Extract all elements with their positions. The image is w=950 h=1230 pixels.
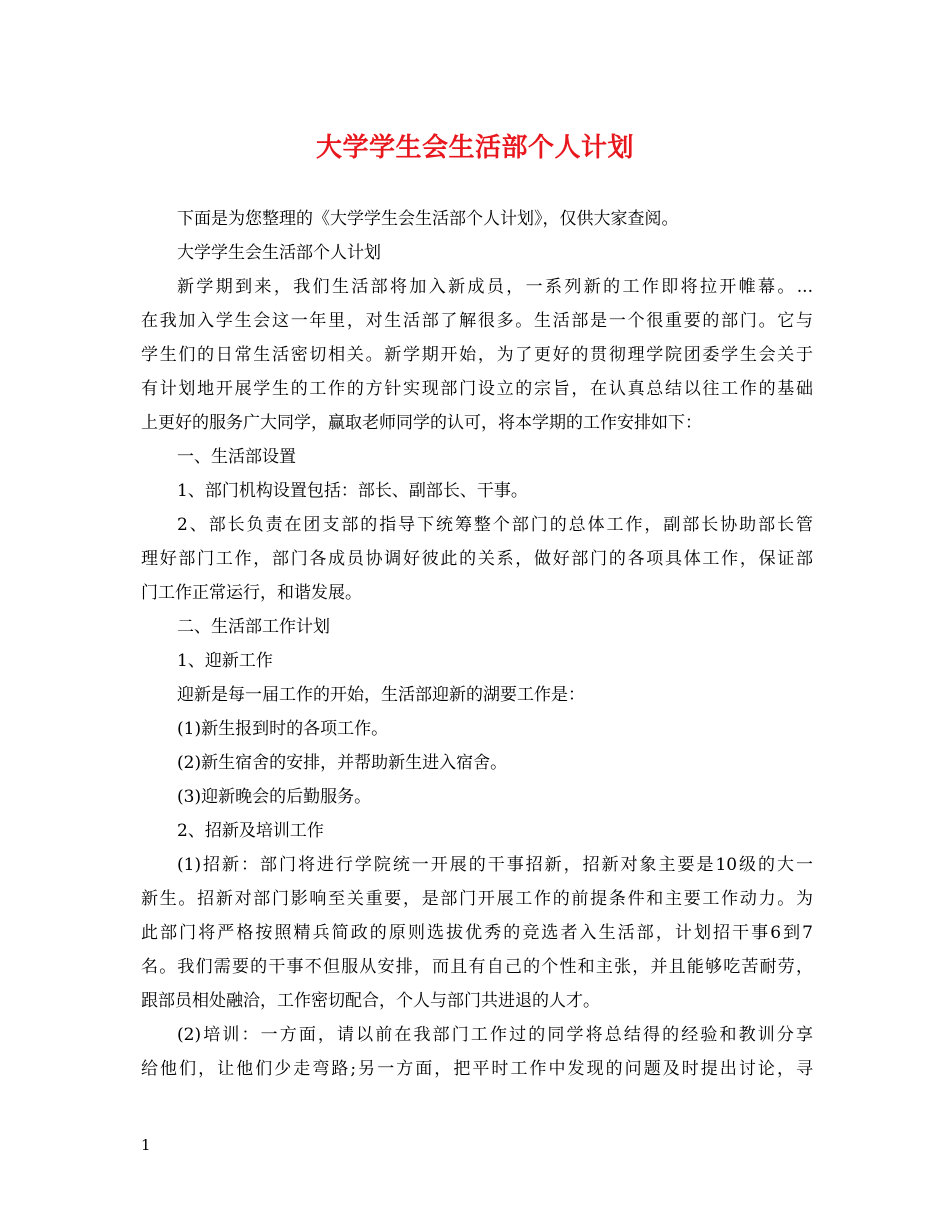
intro-line: 下面是为您整理的《大学学生会生活部个人计划》，仅供大家查阅。: [177, 209, 679, 229]
list-item: (3)迎新晚会的后勤服务。: [177, 787, 372, 807]
paragraph-line: (1)招新：部门将进行学院统一开展的干事招新，招新对象主要是10级的大一: [177, 855, 813, 875]
list-item: (1)新生报到时的各项工作。: [177, 719, 389, 739]
document-title: 大学学生会生活部个人计划: [315, 133, 634, 163]
page-number: 1: [141, 1136, 151, 1154]
paragraph-line: 上更好的服务广大同学，赢取老师同学的认可，将本学期的工作安排如下：: [141, 413, 702, 433]
section-heading: 一、生活部设置: [177, 447, 296, 467]
paragraph-line: 有计划地开展学生的工作的方针实现部门设立的宗旨，在认真总结以往工作的基础: [141, 379, 813, 399]
document-body: [141, 202, 813, 1086]
paragraph-line: 在我加入学生会这一年里，对生活部了解很多。生活部是一个很重要的部门。它与: [141, 311, 813, 331]
section-heading: 二、生活部工作计划: [177, 617, 330, 637]
subsection-heading: 1、迎新工作: [177, 651, 273, 671]
paragraph-line: 名。我们需要的干事不但服从安排，而且有自己的个性和主张，并且能够吃苦耐劳，: [141, 957, 813, 977]
paragraph-line: 此部门将严格按照精兵简政的原则选拔优秀的竞选者入生活部，计划招干事6到7: [141, 923, 813, 943]
paragraph-line: 学生们的日常生活密切相关。新学期开始，为了更好的贯彻理学院团委学生会关于: [141, 345, 813, 365]
paragraph-line: 新学期到来，我们生活部将加入新成员，一系列新的工作即将拉开帷幕。...: [177, 277, 813, 297]
list-item: (2)新生宿舍的安排，并帮助新生进入宿舍。: [177, 753, 508, 773]
paragraph-line: 跟部员相处融洽，工作密切配合，个人与部门共进退的人才。: [141, 991, 600, 1011]
paragraph-line: 门工作正常运行，和谐发展。: [141, 583, 362, 603]
paragraph-line: 迎新是每一届工作的开始，生活部迎新的湖要工作是：: [177, 685, 585, 705]
paragraph-line: 2、部长负责在团支部的指导下统筹整个部门的总体工作，副部长协助部长管: [177, 515, 813, 535]
paragraph-line: (2)培训：一方面，请以前在我部门工作过的同学将总结得的经验和教训分享: [177, 1025, 813, 1045]
subsection-heading: 2、招新及培训工作: [177, 821, 324, 841]
paragraph-line: 给他们，让他们少走弯路;另一方面，把平时工作中发现的问题及时提出讨论，寻: [141, 1059, 813, 1079]
paragraph-line: 理好部门工作，部门各成员协调好彼此的关系，做好部门的各项具体工作，保证部: [141, 549, 813, 569]
subtitle-line: 大学学生会生活部个人计划: [177, 243, 381, 263]
paragraph-line: 1、部门机构设置包括：部长、副部长、干事。: [177, 481, 528, 501]
paragraph-line: 新生。招新对部门影响至关重要，是部门开展工作的前提条件和主要工作动力。为: [141, 889, 813, 909]
